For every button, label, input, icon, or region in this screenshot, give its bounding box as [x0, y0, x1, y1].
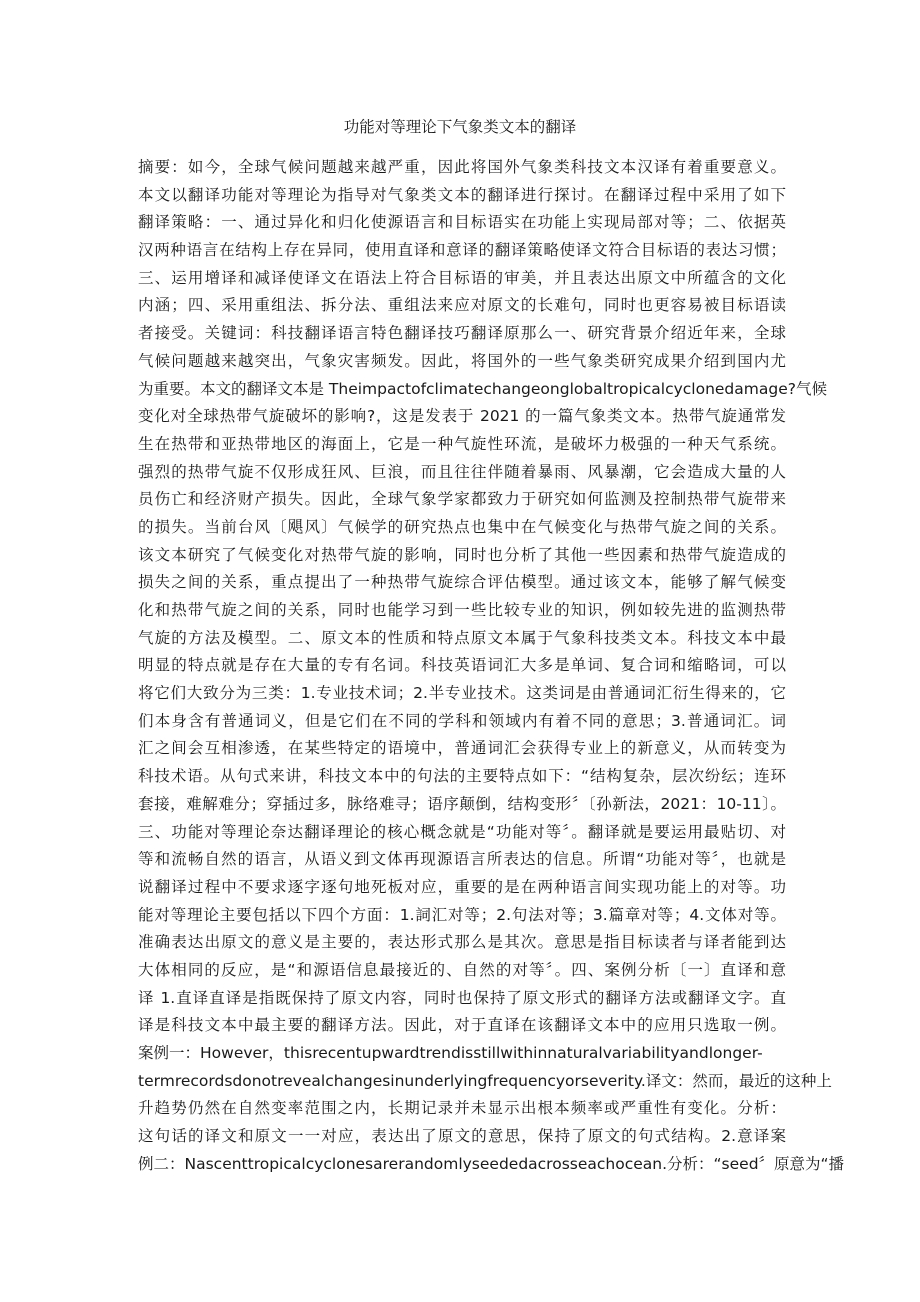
text-line: 大体相同的反应，是“和源语信息最接近的、自然的对等〞。四、案例分析〔一〕直译和意	[138, 960, 786, 979]
text-line: 汉两种语言在结构上存在异同，使用直译和意译的翻译策略使译文符合目标语的表达习惯；	[138, 241, 786, 260]
text-line: 强烈的热带气旋不仅形成狂风、巨浪，而且往往伴随着暴雨、风暴潮，它会造成大量的人	[138, 462, 786, 481]
text-line: 升趋势仍然在自然变率范围之内，长期记录并未显示出根本频率或严重性有变化。分析：	[138, 1099, 786, 1118]
text-line: 三、运用增译和减译使译文在语法上符合目标语的审美，并且表达出原文中所蕴含的文化	[138, 268, 786, 287]
text-line: 的损失。当前台风〔飓风〕气候学的研究热点也集中在气候变化与热带气旋之间的关系。	[138, 517, 786, 536]
text-line: 气旋的方法及模型。二、原文本的性质和特点原文本属于气象科技类文本。科技文本中最	[138, 628, 786, 647]
document-title: 功能对等理论下气象类文本的翻译	[343, 118, 577, 136]
text-line: 为重要。本文的翻译文本是 Theimpactofclimatechangeonglobaltropicalcyclonedamage?气候	[138, 379, 827, 398]
text-line: 该文本研究了气候变化对热带气旋的影响，同时也分析了其他一些因素和热带气旋造成的	[138, 545, 786, 564]
text-line: 化和热带气旋之间的关系，同时也能学习到一些比较专业的知识，例如较先进的监测热带	[138, 601, 786, 619]
text-line: 汇之间会互相渗透，在某些特定的语境中，普通词汇会获得专业上的新意义，从而转变为	[138, 739, 786, 758]
text-line: termrecordsdonotrevealchangesinunderlyingfrequencyorseverity.译文：然而，最近的这种上	[138, 1071, 832, 1090]
text-line: 能对等理论主要包括以下四个方面：1.詞汇对等；2.句法对等；3.篇章对等；4.文体对等。	[138, 905, 786, 924]
text-line: 套接，难解难分；穿插过多，脉络难寻；语序颠倒，结构变形〞〔孙新法，2021：10-11〕。	[138, 794, 786, 813]
text-line: 将它们大致分为三类：1.专业技术词；2.半专业技术。这类词是由普通词汇衍生得来的，它	[138, 684, 786, 703]
text-line: 本文以翻译功能对等理论为指导对气象类文本的翻译进行探讨。在翻译过程中采用了如下	[138, 185, 786, 204]
text-line: 内涵；四、采用重组法、拆分法、重组法来应对原文的长难句，同时也更容易被目标语读	[138, 296, 786, 315]
text-line: 气候问题越来越突出，气象灾害频发。因此，将国外的一些气象类研究成果介绍到国内尤	[138, 351, 786, 370]
text-line: 这句话的译文和原文一一对应，表达出了原文的意思，保持了原文的句式结构。2.意译案	[138, 1127, 786, 1146]
text-line: 摘要：如今，全球气候问题越来越严重，因此将国外气象类科技文本汉译有着重要意义。	[138, 158, 786, 176]
text-line: 员伤亡和经济财产损失。因此，全球气象学家都致力于研究如何监测及控制热带气旋带来	[138, 490, 786, 509]
text-line: 准确表达出原文的意义是主要的，表达形式那么是其次。意思是指目标读者与译者能到达	[138, 933, 786, 952]
document-body	[138, 154, 845, 1178]
text-line: 等和流畅自然的语言，从语义到文体再现源语言所表达的信息。所谓“功能对等〞，也就是	[138, 850, 786, 869]
text-line: 译 1.直译直译是指既保持了原文内容，同时也保持了原文形式的翻译方法或翻译文字。直	[138, 988, 786, 1007]
text-line: 变化对全球热带气旋破坏的影响?，这是发表于 2021 的一篇气象类文本。热带气旋通常发	[138, 407, 786, 426]
text-line: 生在热带和亚热带地区的海面上，它是一种气旋性环流，是破坏力极强的一种天气系统。	[138, 434, 786, 453]
text-line: 翻译策略：一、通过异化和归化使源语言和目标语实在功能上实现局部对等；二、依据英	[138, 213, 786, 232]
text-line: 者接受。关键词：科技翻译语言特色翻译技巧翻译原那么一、研究背景介绍近年来，全球	[138, 324, 786, 343]
text-line: 译是科技文本中最主要的翻译方法。因此，对于直译在该翻译文本中的应用只选取一例。	[138, 1016, 786, 1035]
text-line: 损失之间的关系，重点提出了一种热带气旋综合评估模型。通过该文本，能够了解气候变	[138, 573, 786, 592]
text-line: 明显的特点就是存在大量的专有名词。科技英语词汇大多是单词、复合词和缩略词，可以	[138, 656, 786, 675]
text-line: 科技术语。从句式来讲，科技文本中的句法的主要特点如下：“结构复杂，层次纷纭；连环	[138, 767, 786, 786]
text-line: 们本身含有普通词义，但是它们在不同的学科和领域内有着不同的意思；3.普通词汇。词	[138, 711, 786, 730]
text-line: 说翻译过程中不要求逐字逐句地死板对应，重要的是在两种语言间实现功能上的对等。功	[138, 877, 786, 896]
text-line: 例二：Nascenttropicalcyclonesarerandomlyseededacrosseachocean.分析：“seed〞原意为“播	[138, 1154, 845, 1173]
text-line: 三、功能对等理论奈达翻译理论的核心概念就是“功能对等〞。翻译就是要运用最贴切、对	[138, 822, 786, 841]
text-line: 案例一：However，thisrecentupwardtrendisstillwithinnaturalvariabilityandlonger-	[138, 1044, 763, 1062]
